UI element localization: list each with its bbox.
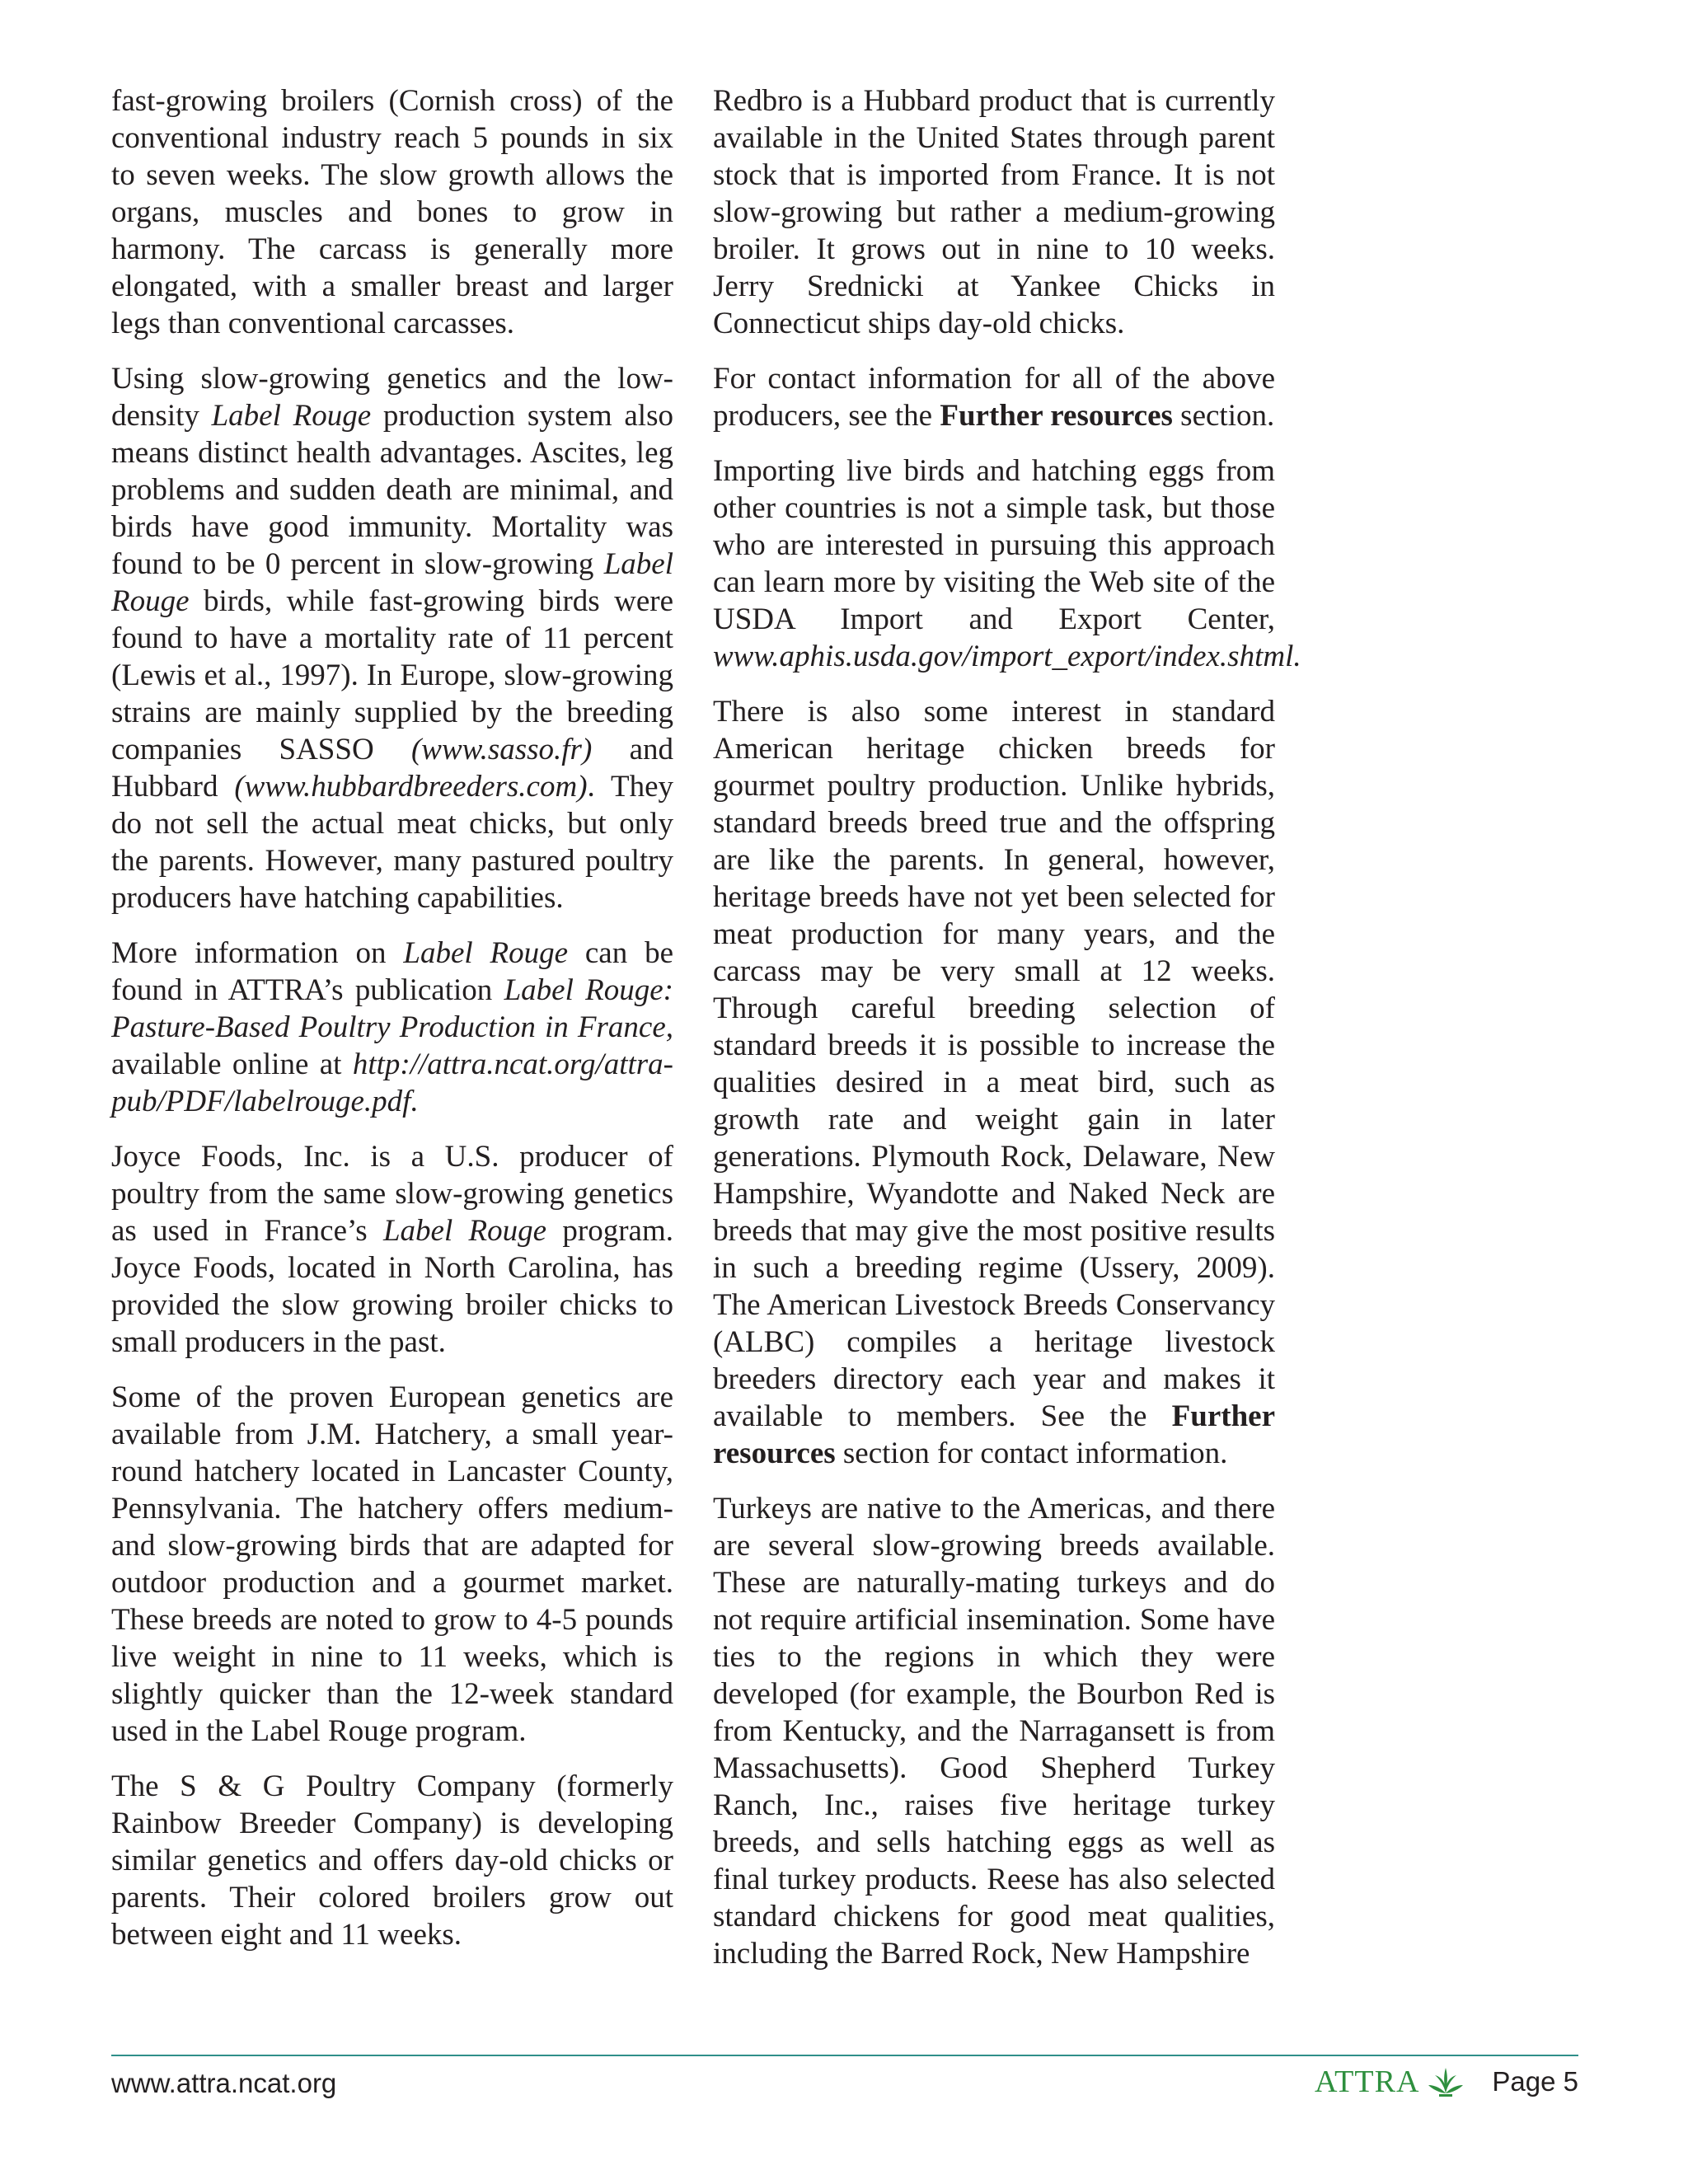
emphasis-label-rouge: Label Rouge xyxy=(382,1214,547,1248)
footer-brand-block xyxy=(1315,2064,1578,2100)
text-run: and Hubbard xyxy=(111,733,673,804)
emphasis-label-rouge: Label Rouge xyxy=(111,547,673,618)
paragraph xyxy=(111,935,673,1120)
paragraph xyxy=(713,452,1301,675)
sasso-link[interactable]: (www.sasso.fr) xyxy=(410,733,593,766)
text-run: production system also means distinct health advantages. Ascites, leg problems and sudden death are minimal, and birds have good immunity. Mortality was found to be 0 percent in slow-growing xyxy=(111,399,673,581)
paragraph xyxy=(111,360,673,916)
right-column xyxy=(713,82,1301,1972)
text-run: section. xyxy=(1172,399,1275,433)
footer-rule xyxy=(111,2055,1578,2056)
paragraph: Turkeys are native to the Americas, and there are several slow-growing breeds available. These are naturally-mating turkeys and do not require artificial insemination. Some have ties to the regions in which they were developed (for example, the Bourbon Red is from Kentucky, and the Narragansett is from Massachusetts). Good Shepherd Turkey Ranch, Inc., raises five heritage turkey breeds, and sells hatching eggs as well as final turkey products. Reese has also selected standard chickens for good meat qualities, including the Barred Rock, New Hampshire xyxy=(713,1492,1275,1971)
paragraph: Some of the proven European genetics are available from J.M. Hatchery, a small year-round hatchery located in Lancaster County, Pennsylvania. The hatchery offers medium- and slow-growing birds that are adapted for outdoor production and a gourmet market. These breeds are noted to grow to 4-5 pounds live weight in nine to 11 weeks, which is slightly quicker than the 12-week standard used in the Label Rouge program. xyxy=(111,1380,673,1748)
emphasis-label-rouge: Label Rouge xyxy=(211,399,372,433)
paragraph: The S & G Poultry Company (formerly Rainbow Breeder Company) is developing similar genetics and offers day-old chicks or parents. Their colored broilers grow out between eight and 11 weeks. xyxy=(111,1769,673,1952)
emphasis-label-rouge: Label Rouge xyxy=(403,936,569,970)
text-run: For contact information for all of the above producers, see the xyxy=(713,362,1275,433)
left-column xyxy=(111,82,673,1953)
text-run: available online at xyxy=(111,1047,353,1081)
further-resources-ref: Further resources xyxy=(940,399,1173,433)
paragraph: Redbro is a Hubbard product that is currently available in the United States through parent stock that is imported from France. It is not slow-growing but rather a medium-growing broiler. It grows out in nine to 10 weeks. Jerry Srednicki at Yankee Chicks in Connecticut ships day-old chicks. xyxy=(713,84,1275,340)
text-run: More information on xyxy=(111,936,404,970)
paragraph: fast-growing broilers (Cornish cross) of the conventional industry reach 5 pounds in six to seven weeks. The slow growth allows the organs, muscles and bones to grow in harmony. The carcass is generally more elongated, with a smaller breast and larger legs than conventional carcasses. xyxy=(111,84,673,340)
usda-import-export-link[interactable]: www.aphis.usda.gov/import_export/index.shtml. xyxy=(713,640,1301,673)
attra-logo-text: ATTRA xyxy=(1314,2064,1420,2099)
further-resources-ref: Further resources xyxy=(713,1399,1275,1470)
text-run: Using slow-growing genetics and the low-density xyxy=(111,362,673,433)
footer-url-link[interactable]: www.attra.ncat.org xyxy=(111,2068,337,2098)
leaf-icon xyxy=(1428,2065,1464,2098)
text-run: birds, while fast-growing birds were found to have a mortality rate of 11 percent (Lewis et al., 1997). In Europe, slow-growing strains are mainly supplied by the breeding companies SASSO xyxy=(111,584,673,766)
text-run: section for contact information. xyxy=(835,1436,1228,1470)
paragraph xyxy=(713,693,1275,1472)
text-run: . They do not sell the actual meat chicks, but only the parents. However, many pastured poultry producers have hatching capabilities. xyxy=(111,770,673,915)
publication-title: Label Rouge: Pasture-Based Poultry Production in France, xyxy=(111,973,673,1044)
text-run: can be found in ATTRA’s publication xyxy=(111,936,673,1007)
labelrouge-pdf-link[interactable]: http://attra.ncat.org/attra-pub/PDF/labelrouge.pdf. xyxy=(111,1047,673,1118)
hubbard-link[interactable]: (www.hubbardbreeders.com) xyxy=(234,770,588,804)
text-run: There is also some interest in standard American heritage chicken breeds for gourmet poultry production. Unlike hybrids, standard breeds breed true and the offspring are like the parents. In general, however, heritage breeds have not yet been selected for meat production for many years, and the carcass may be very small at 12 weeks. Through careful breeding selection of standard breeds it is possible to increase the qualities desired in a meat bird, such as growth rate and weight gain in later generations. Plymouth Rock, Delaware, New Hampshire, Wyandotte and Naked Neck are breeds that may give the most positive results in such a breeding regime (Ussery, 2009). The American Livestock Breeds Conservancy (ALBC) compiles a heritage livestock breeders directory each year and makes it available to members. See the xyxy=(713,695,1275,1433)
text-run: Joyce Foods, Inc. is a U.S. producer of poultry from the same slow-growing genetics as used in France’s xyxy=(111,1140,673,1248)
page-number: Page 5 xyxy=(1492,2066,1578,2097)
text-run: program. Joyce Foods, located in North Carolina, has provided the slow growing broiler chicks to small producers in the past. xyxy=(111,1214,673,1359)
paragraph xyxy=(111,1138,673,1361)
paragraph xyxy=(713,360,1275,434)
text-run: Importing live birds and hatching eggs from other countries is not a simple task, but those who are interested in pursuing this approach can learn more by visiting the Web site of the USDA Import and Export Center, xyxy=(713,454,1275,636)
